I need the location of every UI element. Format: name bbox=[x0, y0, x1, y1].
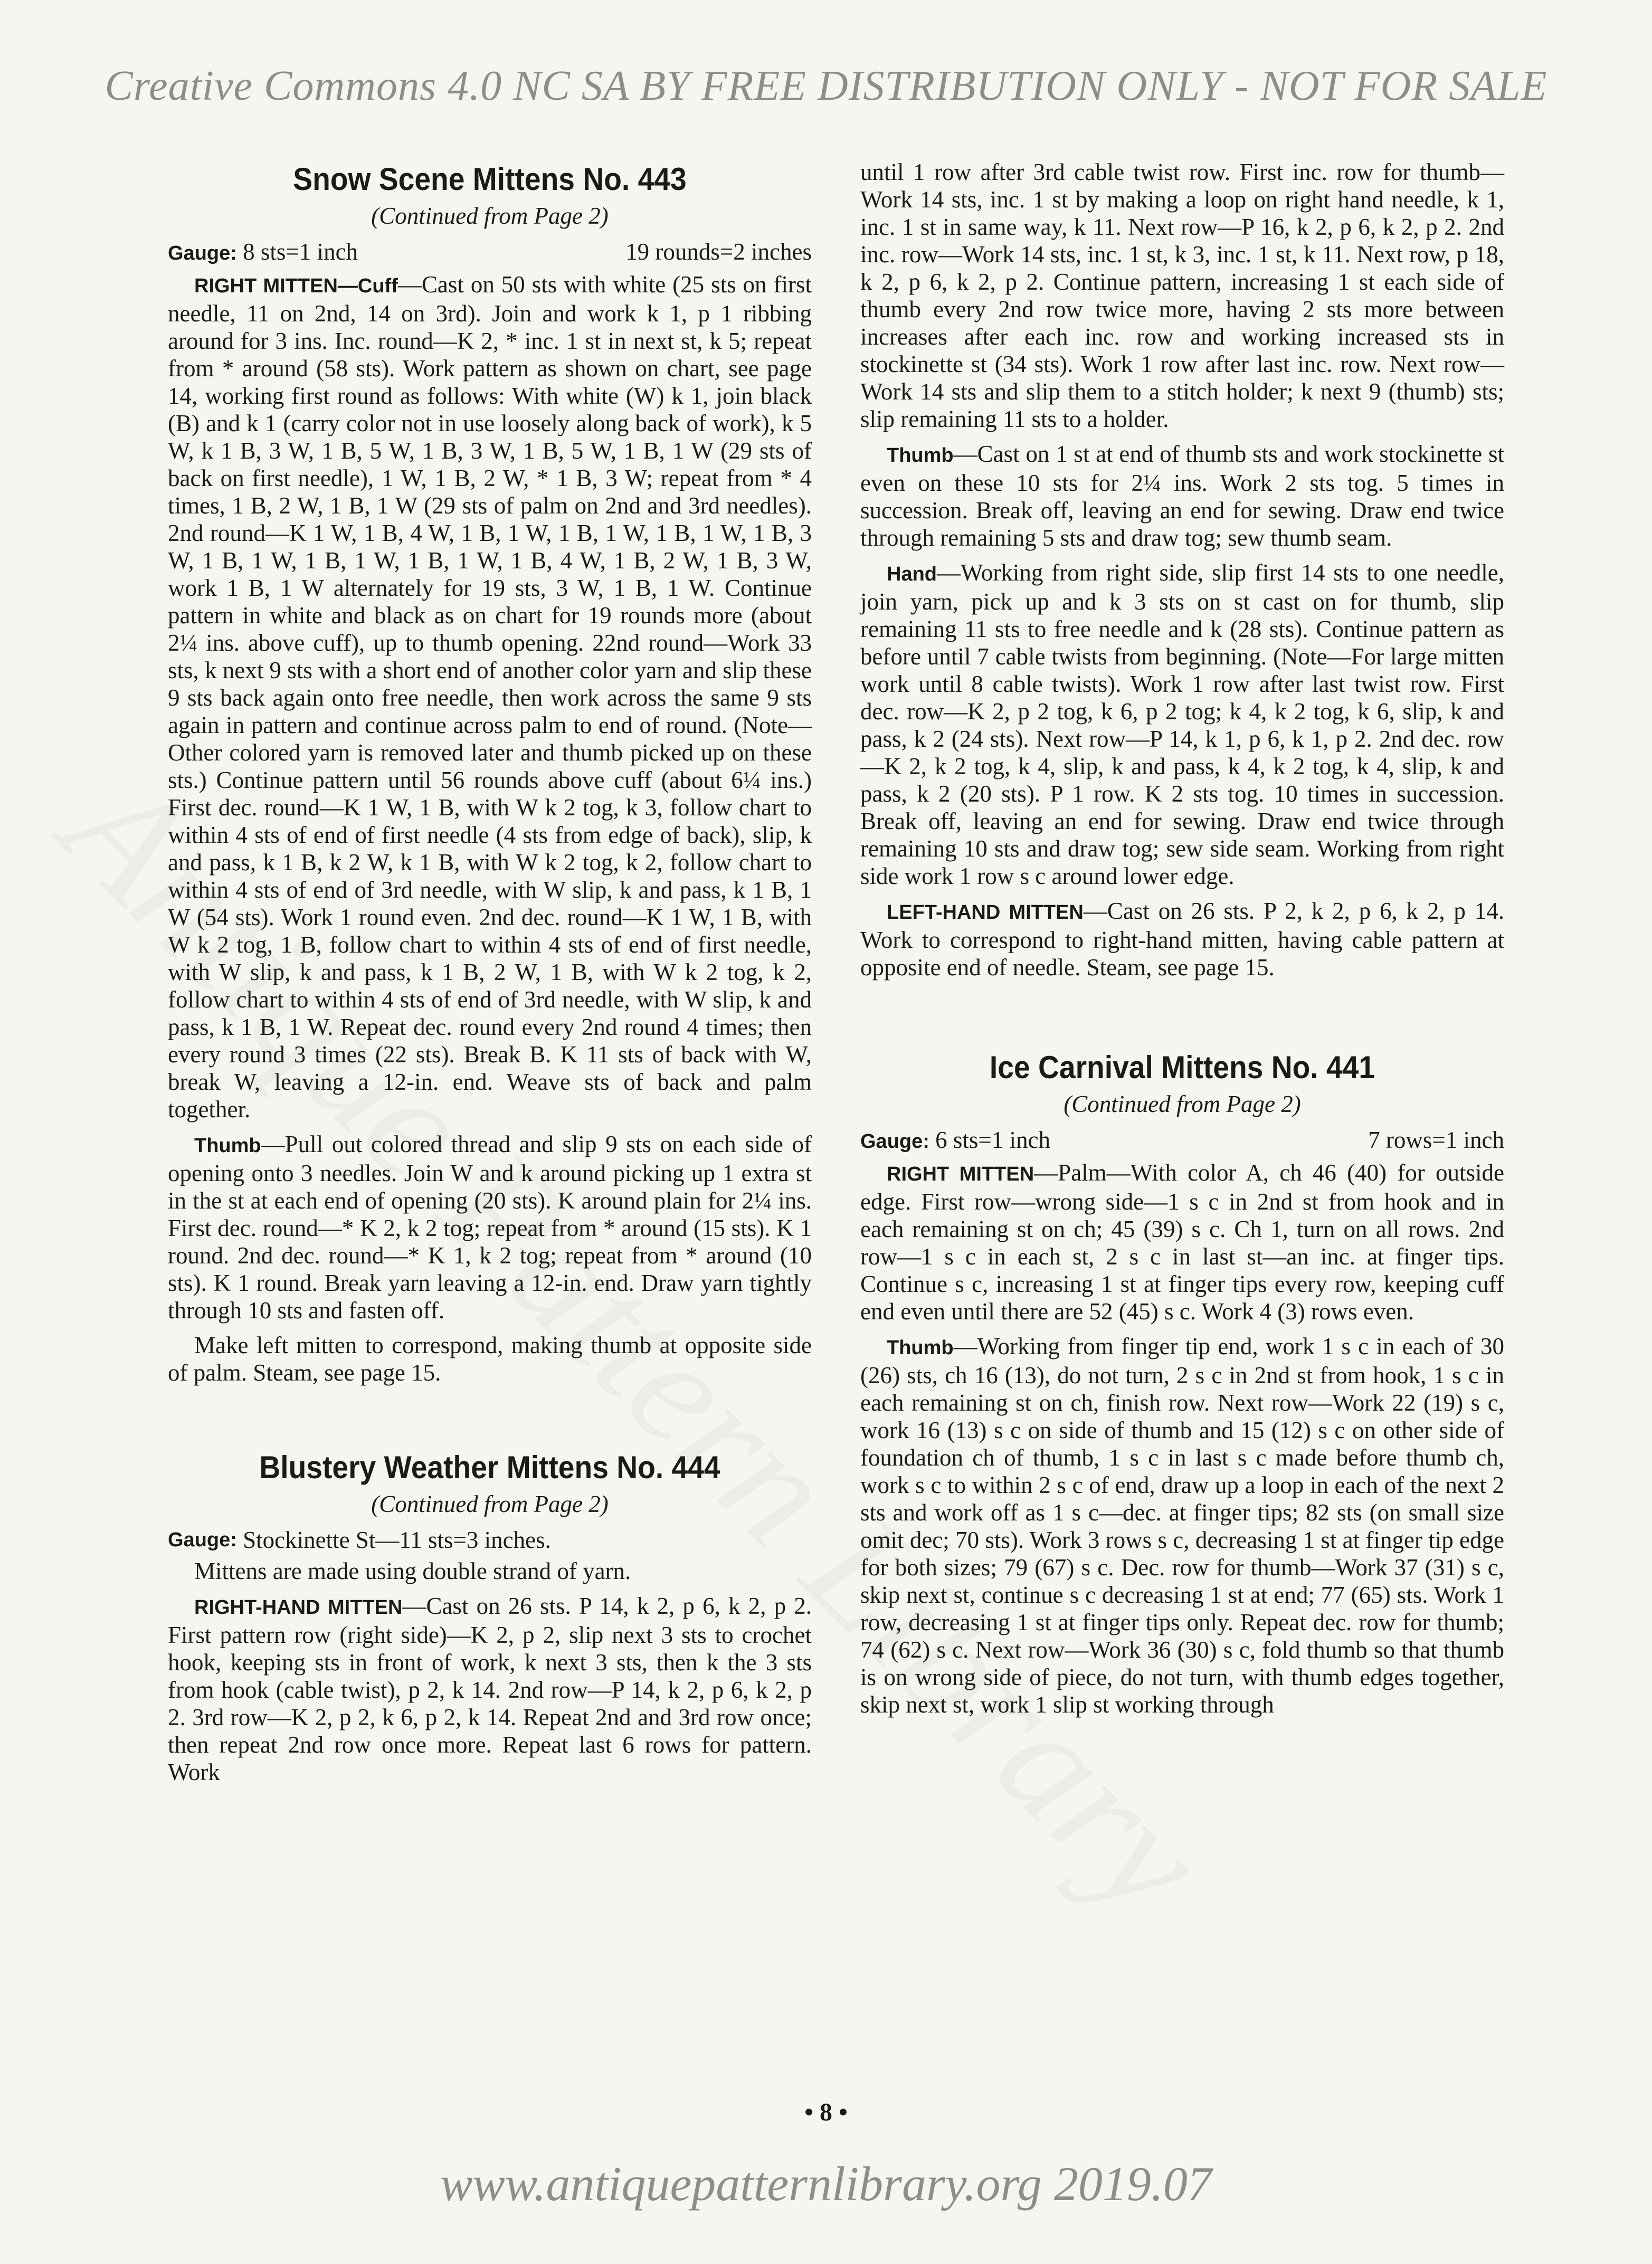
section-subtitle: (Continued from Page 2) bbox=[1064, 1091, 1301, 1117]
footer-url: www.antiquepatternlibrary.org 2019.07 bbox=[440, 2157, 1212, 2211]
paragraph bbox=[168, 271, 812, 1123]
gauge-line bbox=[168, 237, 812, 268]
paragraph-label: LEFT-HAND MITTEN bbox=[887, 901, 1084, 924]
paragraph-text: —Working from finger tip end, work 1 s c in each of 30 (26) sts, ch 16 (13), do not turn, 2 s c in 2nd st from hook, 1 s c in each remaining st on ch, finish row. Next row—Work 22 (19) s c, work 16 (13) s c on side of thumb and 15 (12) s c on other side of foundation ch of thumb, 1 s c in last s c made before thumb ch, work s c to within 2 s c of end, draw up a loop in each of the next 2 sts and work off as 1 s c—dec. at finger tips; 82 sts (on small size omit dec; 70 sts). Work 3 rows s c, decreasing 1 st at finger tip edge for both sizes; 79 (67) s c. Dec. row for thumb—Work 37 (31) s c, skip next st, continue s c decreasing 1 st at end; 77 (65) sts. Work 1 row, decreasing 1 st at finger tips only. Repeat dec. row for thumb; 74 (62) s c. Next row—Work 36 (30) s c, fold thumb so that thumb is on wrong side of piece, do not turn, with thumb edges together, skip next st, work 1 slip st working through bbox=[860, 1333, 1504, 1718]
gauge-label: Gauge: bbox=[168, 1529, 237, 1551]
section-title-441: Ice Carnival Mittens No. 441 bbox=[989, 1050, 1375, 1085]
gauge-text: Stockinette St—11 sts=3 inches. bbox=[243, 1527, 551, 1553]
paragraph bbox=[168, 1592, 812, 1786]
paragraph-label: Thumb bbox=[887, 1337, 954, 1359]
paragraph bbox=[860, 1333, 1504, 1718]
paragraph bbox=[860, 559, 1504, 890]
left-column bbox=[168, 158, 812, 1793]
gauge-stitches: 6 sts=1 inch bbox=[935, 1127, 1051, 1153]
paragraph-label: Thumb bbox=[194, 1135, 261, 1157]
page-number: • 8 • bbox=[804, 2098, 848, 2126]
section-title-444: Blustery Weather Mittens No. 444 bbox=[259, 1450, 720, 1485]
paragraph-text: —Cast on 26 sts. P 2, k 2, p 6, k 2, p 14. Work to correspond to right-hand mitten, having cable pattern at opposite end of needle. Steam, see page 15. bbox=[860, 898, 1504, 981]
paragraph bbox=[860, 440, 1504, 551]
paragraph: Mittens are made using double strand of yarn. bbox=[194, 1558, 631, 1584]
paragraph bbox=[168, 1130, 812, 1324]
paragraph-label: RIGHT MITTEN—Cuff bbox=[194, 275, 398, 297]
section-subtitle: (Continued from Page 2) bbox=[371, 1491, 609, 1517]
gauge-rows: 7 rows=1 inch bbox=[1368, 1127, 1504, 1153]
paragraph-label: RIGHT-HAND MITTEN bbox=[194, 1596, 403, 1619]
paragraph-label: Thumb bbox=[887, 444, 954, 467]
paragraph-text: —Pull out colored thread and slip 9 sts on each side of opening onto 3 needles. Join W and k around picking up 1 extra st in the st at each end of opening (20 sts). K around plain for 2¼ ins. First dec. round—* K 2, k 2 tog; repeat from * around (15 sts). K 1 round. 2nd dec. round—* K 1, k 2 tog; repeat from * around (10 sts). K 1 round. Break yarn leaving a 12-in. end. Draw yarn tightly through 10 sts and fasten off. bbox=[168, 1131, 812, 1324]
paragraph-text: —Cast on 1 st at end of thumb sts and work stockinette st even on these 10 sts for 2¼ ins. Work 2 sts tog. 5 times in succession. Break off, leaving an end for sewing. Draw end twice through remaining 5 sts and draw tog; sew thumb seam. bbox=[860, 441, 1504, 551]
paragraph: Make left mitten to correspond, making thumb at opposite side of palm. Steam, see page 15. bbox=[168, 1332, 812, 1386]
section-subtitle: (Continued from Page 2) bbox=[371, 203, 609, 229]
paragraph-text: —Working from right side, slip first 14 sts to one needle, join yarn, pick up and k 3 sts on st cast on for thumb, slip remaining 11 sts to free needle and k (28 sts). Continue pattern as before until 7 cable twists from beginning. (Note—For large mitten work until 8 cable twists). Work 1 row after last twist row. First dec. row—K 2, p 2 tog, k 6, p 2 tog; k 4, k 2 tog, k 6, slip, k and pass, k 2 (24 sts). Next row—P 14, k 1, p 6, k 1, p 2. 2nd dec. row—K 2, k 2 tog, k 4, slip, k and pass, k 4, k 2 tog, k 4, slip, k and pass, k 2 (20 sts). P 1 row. K 2 sts tog. 10 times in succession. Break off, leaving an end for sewing. Draw end twice through remaining 10 sts and draw tog; sew side seam. Working from right side work 1 row s c around lower edge. bbox=[860, 559, 1504, 889]
paragraph: until 1 row after 3rd cable twist row. First inc. row for thumb—Work 14 sts, inc. 1 st by making a loop on right hand needle, k 1, inc. 1 st in same way, k 11. Next row—P 16, k 2, p 6, k 2, p 2. 2nd inc. row—Work 14 sts, inc. 1 st, k 3, inc. 1 st, k 11. Next row, p 18, k 2, p 6, k 2, p 2. Continue pattern, increasing 1 st each side of thumb every 2nd row twice more, having 2 sts more between increases after each inc. row and working increased sts in stockinette st (34 sts). Work 1 row after last inc. row. Next row—Work 14 sts and slip them to a stitch holder; k next 9 (thumb) sts; slip remaining 11 sts to a holder. bbox=[860, 159, 1504, 432]
license-banner: Creative Commons 4.0 NC SA BY FREE DISTRIBUTION ONLY - NOT FOR SALE bbox=[105, 63, 1547, 109]
gauge-rounds: 19 rounds=2 inches bbox=[625, 239, 812, 265]
paragraph-label: RIGHT MITTEN bbox=[887, 1163, 1034, 1185]
gauge-label: Gauge: bbox=[860, 1130, 929, 1153]
paragraph-label: Hand bbox=[887, 563, 937, 585]
gauge-stitches: 8 sts=1 inch bbox=[243, 239, 358, 265]
paragraph bbox=[860, 1159, 1504, 1325]
paragraph-text: —Cast on 26 sts. P 14, k 2, p 6, k 2, p 2. First pattern row (right side)—K 2, p 2, slip next 3 sts to crochet hook, keeping sts in front of work, k next 3 sts, then k the 3 sts from hook (cable twist), p 2, k 14. 2nd row—P 14, k 2, p 6, k 2, p 2. 3rd row—K 2, p 2, k 6, p 2, k 14. Repeat 2nd and 3rd row once; then repeat 2nd row once more. Repeat last 6 rows for pattern. Work bbox=[168, 1593, 812, 1785]
paragraph-text: —Palm—With color A, ch 46 (40) for outside edge. First row—wrong side—1 s c in 2nd st from hook and in each remaining st on ch; 45 (39) s c. Ch 1, turn on all rows. 2nd row—1 s c in each st, 2 s c in last st—an inc. at finger tips. Continue s c, increasing 1 st at finger tips every row, keeping cuff end even until there are 52 (45) s c. Work 4 (3) rows even. bbox=[860, 1159, 1505, 1325]
gauge-line bbox=[860, 1126, 1504, 1156]
gauge-label: Gauge: bbox=[168, 242, 237, 264]
gauge-line bbox=[168, 1526, 812, 1554]
paragraph bbox=[860, 897, 1504, 981]
section-title-443: Snow Scene Mittens No. 443 bbox=[293, 161, 687, 197]
paragraph-text: —Cast on 50 sts with white (25 sts on first needle, 11 on 2nd, 14 on 3rd). Join and work k 1, p 1 ribbing around for 3 ins. Inc. round—K 2, * inc. 1 st in next st, k 5; repeat from * around (58 sts). Work pattern as shown on chart, see page 14, working first round as follows: With white (W) k 1, join black (B) and k 1 (carry color not in use loosely along back of work), k 5 W, k 1 B, 3 W, 1 B, 5 W, 1 B, 3 W, 1 B, 5 W, 1 B, 1 W (29 sts of back on first needle), 1 W, 1 B, 2 W, * 1 B, 3 W; repeat from * 4 times, 1 B, 2 W, 1 B, 1 W (29 sts of palm on 2nd and 3rd needles). 2nd round—K 1 W, 1 B, 4 W, 1 B, 1 W, 1 B, 1 W, 1 B, 1 W, 1 B, 3 W, 1 B, 1 W, 1 B, 1 W, 1 B, 1 W, 1 B, 4 W, 1 B, 2 W, 1 B, 3 W, work 1 B, 1 W alternately for 19 sts, 3 W, 1 B, 1 W. Continue pattern in white and black as on chart for 19 rounds more (about 2¼ ins. above cuff), up to thumb opening. 22nd round—Work 33 sts, k next 9 sts with a short end of another color yarn and slip these 9 sts back again onto free needle, then work across the same 9 sts again in pattern and continue across palm to end of round. (Note—Other colored yarn is removed later and thumb picked up on these sts.) Continue pattern until 56 rounds above cuff (about 6¼ ins.) First dec. round—K 1 W, 1 B, with W k 2 tog, k 3, follow chart to within 4 sts of end of first needle (4 sts from edge of back), slip, k and pass, k 1 B, k 2 W, k 1 B, with W k 2 tog, k 2, follow chart to within 4 sts of end of 3rd needle, with W slip, k and pass, k 1 B, 1 W (54 sts). Work 1 round even. 2nd dec. round—K 1 W, 1 B, with W k 2 tog, 1 B, follow chart to within 4 sts of end of first needle, with W slip, k and pass, k 1 B, 2 W, 1 B, with W k 2 tog, k 2, follow chart to within 4 sts of end of 3rd needle, with W slip, k and pass, k 1 B, 1 W. Repeat dec. round every 2nd round 4 times; then every round 3 times (22 sts). Break B. K 11 sts of back with W, break W, leaving a 12-in. end. Weave sts of back and palm together. bbox=[168, 271, 812, 1123]
right-column bbox=[860, 158, 1504, 1726]
